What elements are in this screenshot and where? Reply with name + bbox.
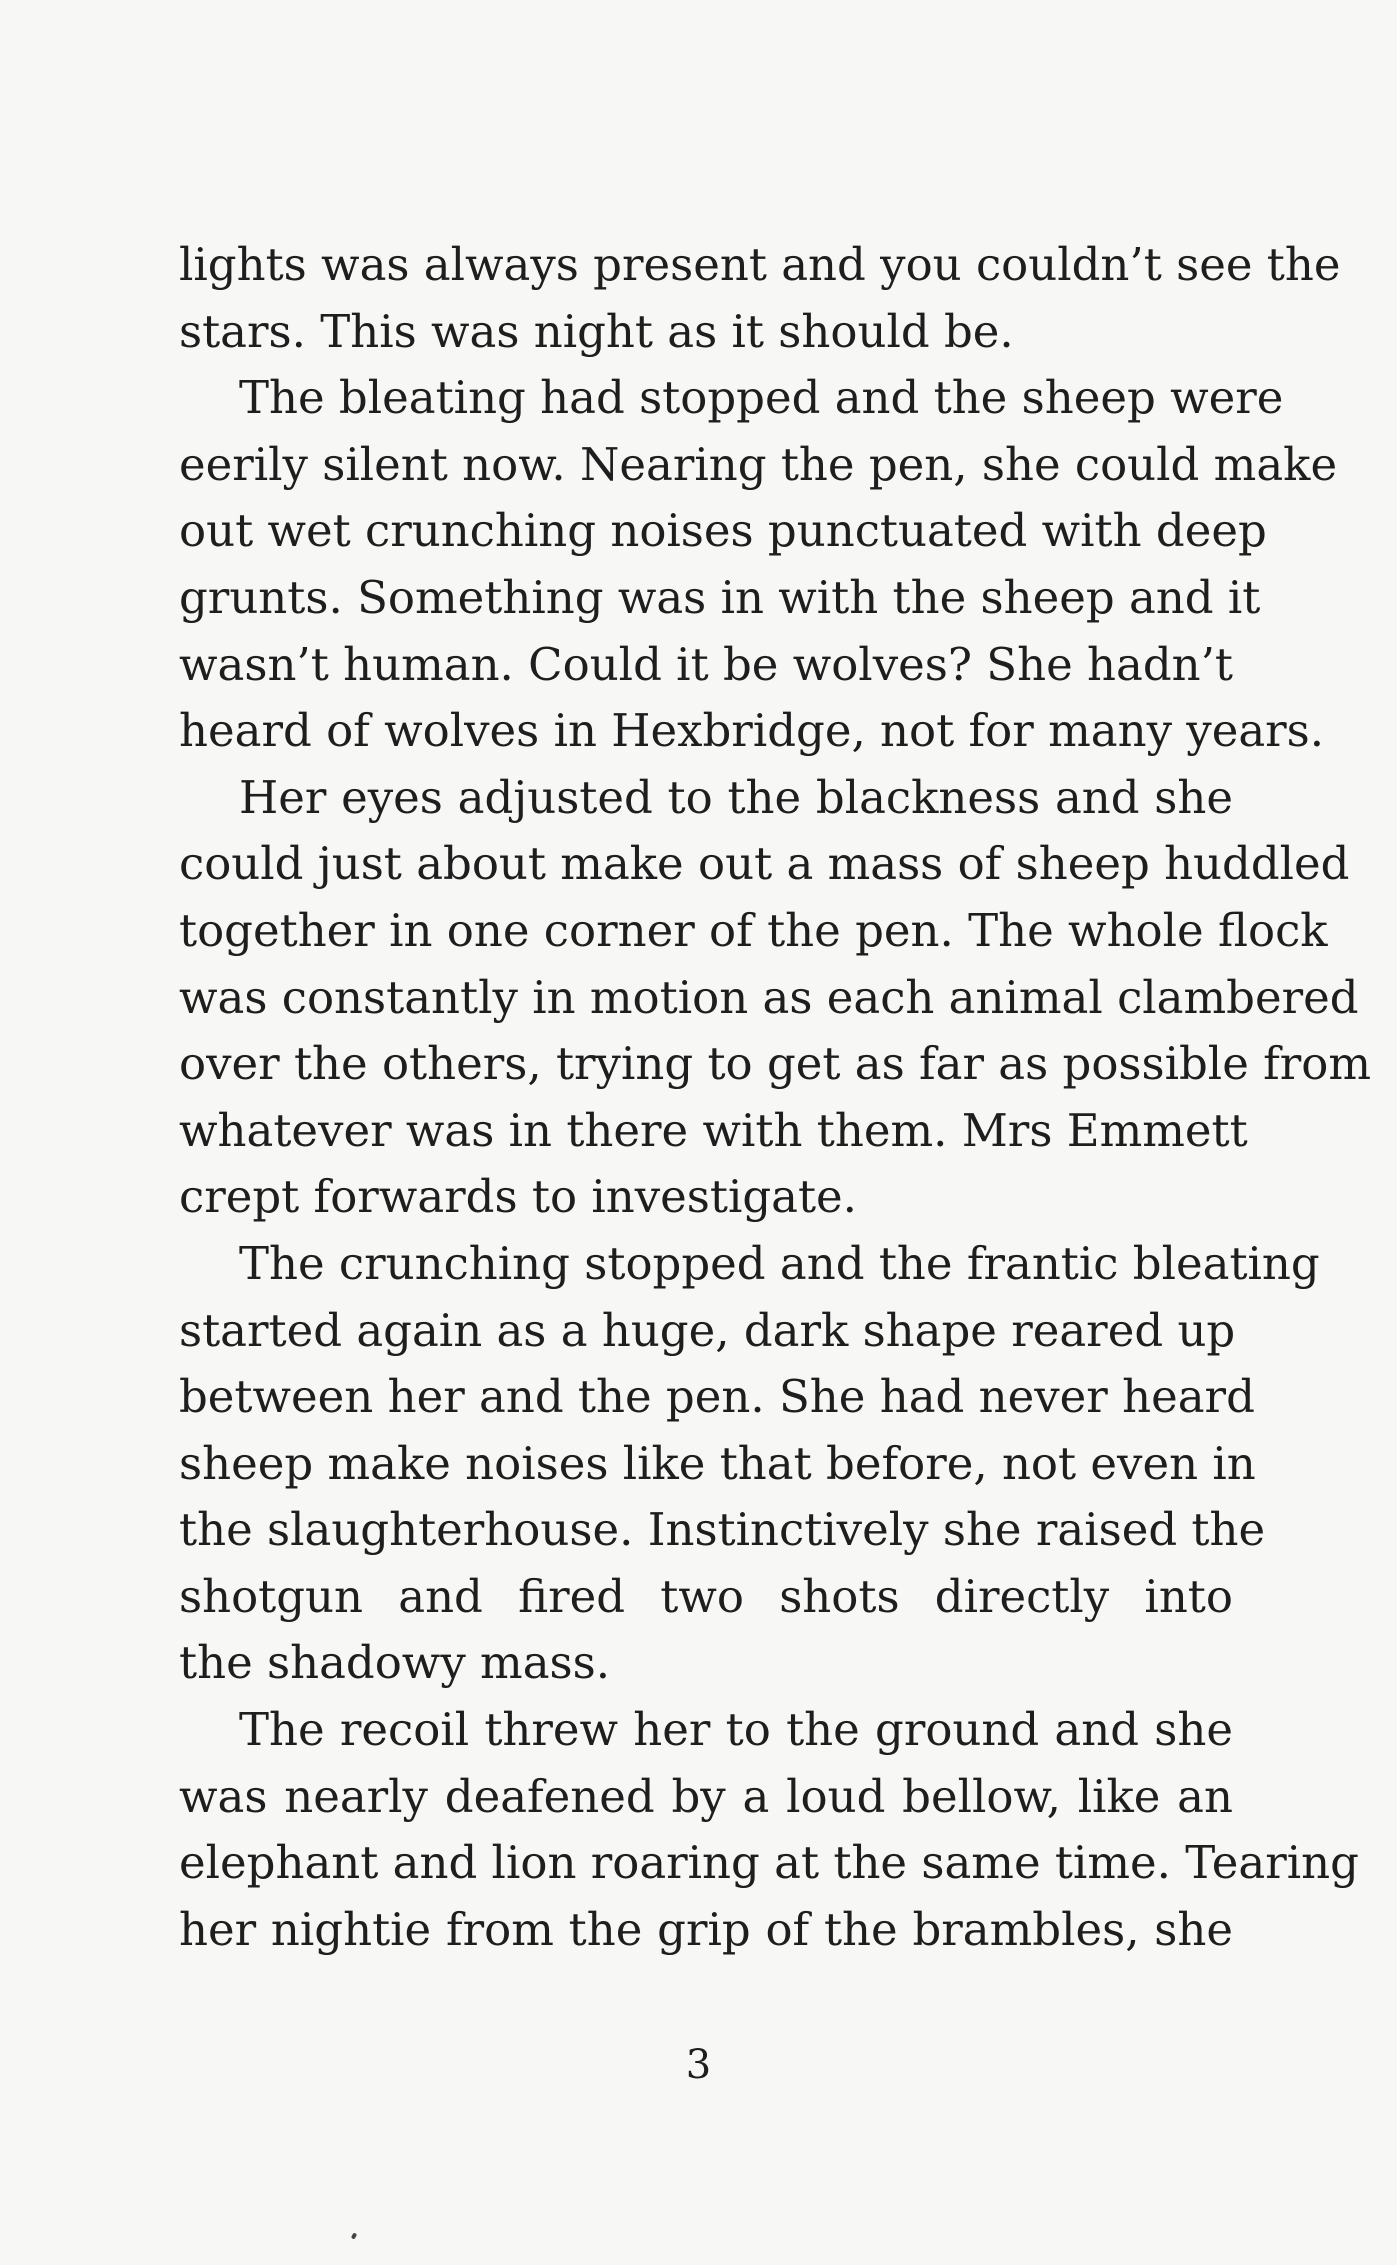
text-line: The crunching stopped and the frantic bleating <box>239 1236 1320 1290</box>
body-text <box>179 232 1372 1963</box>
text-line: the shadowy mass. <box>179 1636 611 1690</box>
text-line: wasn’t human. Could it be wolves? She hadn’t <box>179 637 1234 691</box>
text-line: lights was always present and you couldn’t see the <box>179 238 1341 291</box>
text-line: together in one corner of the pen. The whole flock <box>179 903 1328 957</box>
text-line: between her and the pen. She had never heard <box>179 1370 1255 1424</box>
print-speck <box>351 2232 357 2239</box>
text-line: over the others, trying to get as far as possible from <box>179 1037 1372 1091</box>
text-line: out wet crunching noises punctuated with deep <box>179 504 1267 558</box>
paragraph <box>179 765 1372 1231</box>
text-line: stars. This was night as it should be. <box>179 304 1014 358</box>
paragraph <box>179 1697 1359 1963</box>
text-line: heard of wolves in Hexbridge, not for many years. <box>179 704 1325 758</box>
text-line: crept forwards to investigate. <box>179 1170 857 1224</box>
text-line: the slaughterhouse. Instinctively she raised the <box>179 1503 1266 1557</box>
paragraph <box>179 1231 1320 1697</box>
text-line: could just about make out a mass of sheep huddled <box>179 837 1350 891</box>
text-line: elephant and lion roaring at the same time. Tearing <box>179 1836 1359 1890</box>
text-line: Her eyes adjusted to the blackness and she <box>239 770 1233 824</box>
text-line: The bleating had stopped and the sheep were <box>239 371 1284 425</box>
text-line: was constantly in motion as each animal clambered <box>179 970 1359 1024</box>
paragraph <box>179 232 1341 365</box>
text-line: shotgun and fired two shots directly into <box>179 1569 1233 1623</box>
text-line: her nightie from the grip of the brambles, she <box>179 1902 1233 1956</box>
text-line: eerily silent now. Nearing the pen, she could make <box>179 437 1338 491</box>
text-line: The recoil threw her to the ground and she <box>239 1703 1233 1757</box>
page-number: 3 <box>685 2042 712 2088</box>
paragraph <box>179 365 1338 765</box>
text-line: sheep make noises like that before, not even in <box>179 1436 1256 1490</box>
text-line: whatever was in there with them. Mrs Emmett <box>179 1103 1248 1157</box>
text-line: was nearly deafened by a loud bellow, like an <box>179 1769 1233 1823</box>
text-line: started again as a huge, dark shape reared up <box>179 1303 1236 1357</box>
text-line: grunts. Something was in with the sheep and it <box>179 570 1261 624</box>
